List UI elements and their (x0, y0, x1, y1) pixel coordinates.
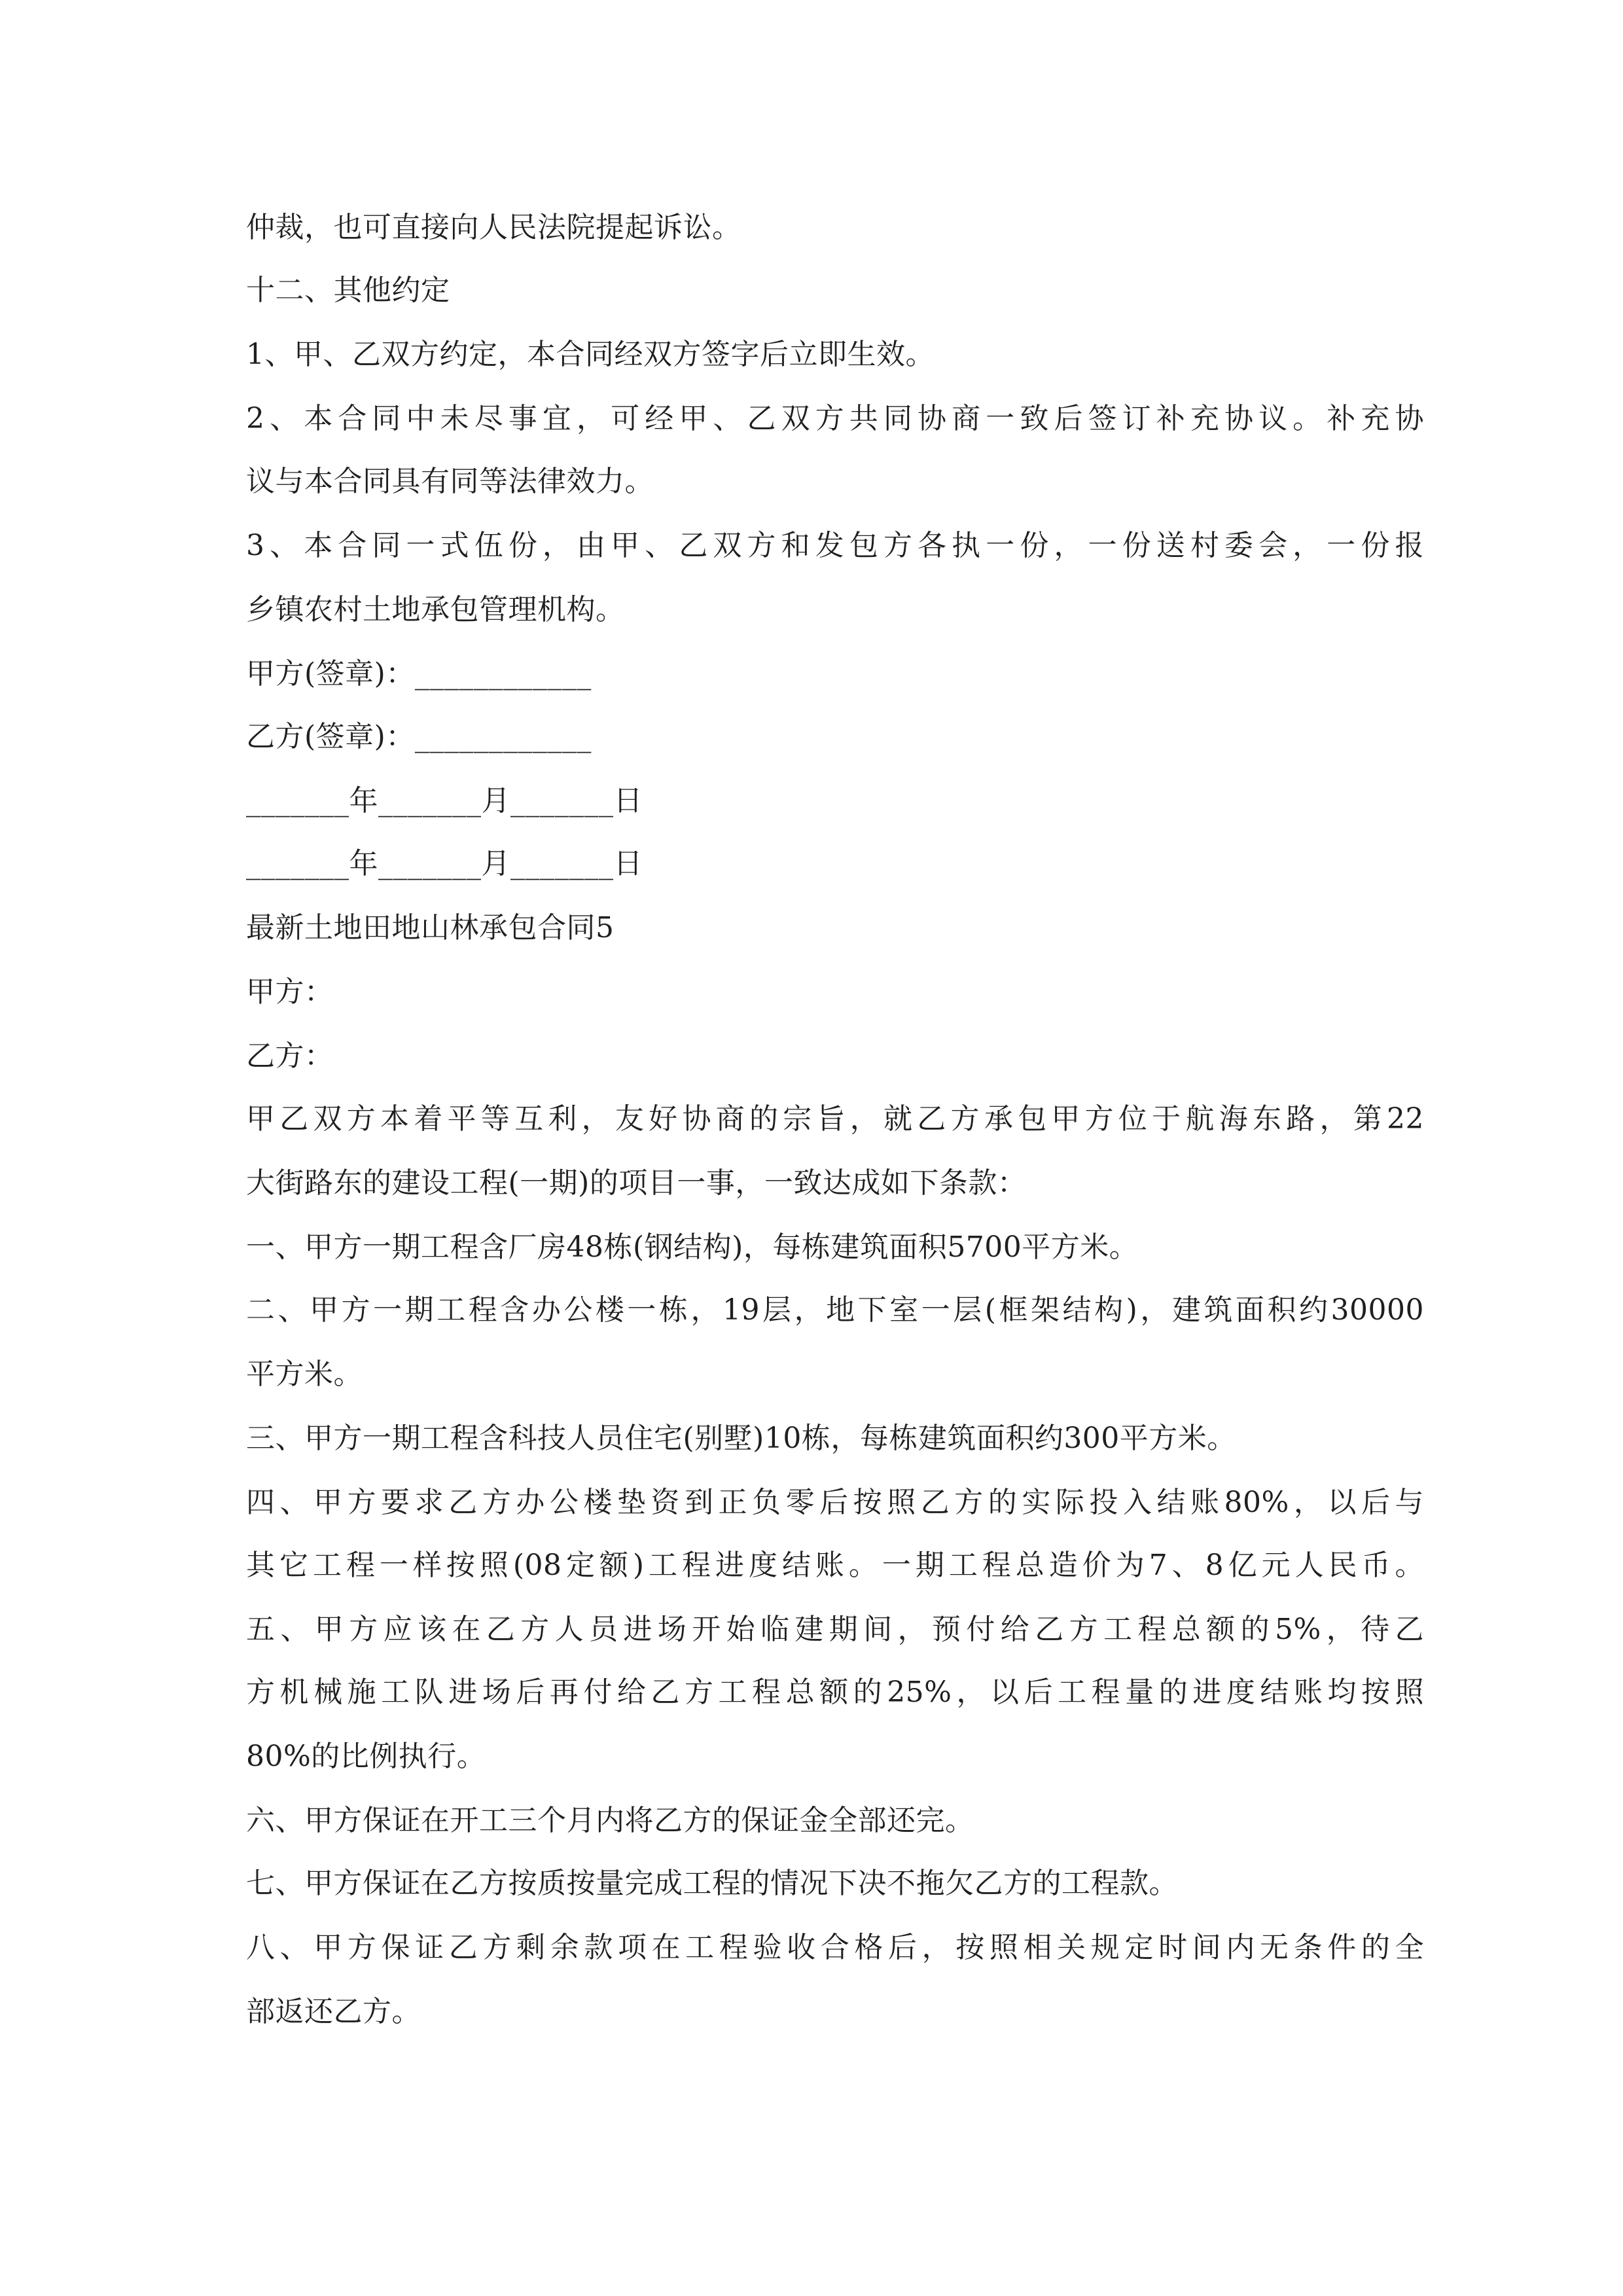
clause-6: 六、甲方保证在开工三个月内将乙方的保证金全部还完。 (246, 1804, 974, 1837)
text-line: 乡镇农村土地承包管理机构。 (246, 593, 625, 626)
party-b-signature-line: 乙方(签章)：____________ (246, 720, 592, 753)
text-line: 80%的比例执行。 (246, 1740, 486, 1773)
text-line: 甲乙双方本着平等互利，友好协商的宗旨，就乙方承包甲方位于航海东路，第22 (246, 1102, 1424, 1136)
clause-7: 七、甲方保证在乙方按质按量完成工程的情况下决不拖欠乙方的工程款。 (246, 1867, 1178, 1900)
party-a-label: 甲方： (246, 975, 334, 1009)
clause-1: 一、甲方一期工程含厂房48栋(钢结构)，每栋建筑面积5700平方米。 (246, 1230, 1139, 1264)
text-line: 平方米。 (246, 1357, 363, 1391)
text-line: 部返还乙方。 (246, 1995, 421, 2028)
party-b-label: 乙方： (246, 1039, 334, 1073)
date-line: _______年_______月_______日 (246, 847, 643, 880)
text-line: 大街路东的建设工程(一期)的项目一事，一致达成如下条款： (246, 1166, 1027, 1200)
text-line: 3、本合同一式伍份，由甲、乙双方和发包方各执一份，一份送村委会，一份报 (246, 529, 1424, 562)
party-a-signature-line: 甲方(签章)：____________ (246, 657, 592, 691)
text-line: 方机械施工队进场后再付给乙方工程总额的25%，以后工程量的进度结账均按照 (246, 1676, 1424, 1709)
text-line: 议与本合同具有同等法律效力。 (246, 465, 654, 498)
date-line: _______年_______月_______日 (246, 784, 643, 817)
clause-5: 五、甲方应该在乙方人员进场开始临建期间，预付给乙方工程总额的5%，待乙 (246, 1613, 1424, 1646)
clause-4: 四、甲方要求乙方办公楼垫资到正负零后按照乙方的实际投入结账80%，以后与 (246, 1486, 1424, 1519)
section-heading: 十二、其他约定 (246, 274, 450, 307)
clause-8: 八、甲方保证乙方剩余款项在工程验收合格后，按照相关规定时间内无条件的全 (246, 1931, 1424, 1964)
contract-title: 最新土地田地山林承包合同5 (246, 911, 615, 944)
clause-3: 三、甲方一期工程含科技人员住宅(别墅)10栋，每栋建筑面积约300平方米。 (246, 1422, 1236, 1455)
clause-2: 二、甲方一期工程含办公楼一栋，19层，地下室一层(框架结构)，建筑面积约30000 (246, 1293, 1424, 1327)
text-line: 2、本合同中未尽事宜，可经甲、乙双方共同协商一致后签订补充协议。补充协 (246, 402, 1424, 435)
text-line: 仲裁，也可直接向人民法院提起诉讼。 (246, 211, 741, 244)
text-line: 其它工程一样按照(08定额)工程进度结账。一期工程总造价为7、8亿元人民币。 (246, 1549, 1424, 1582)
text-line: 1、甲、乙双方约定，本合同经双方签字后立即生效。 (246, 338, 935, 371)
